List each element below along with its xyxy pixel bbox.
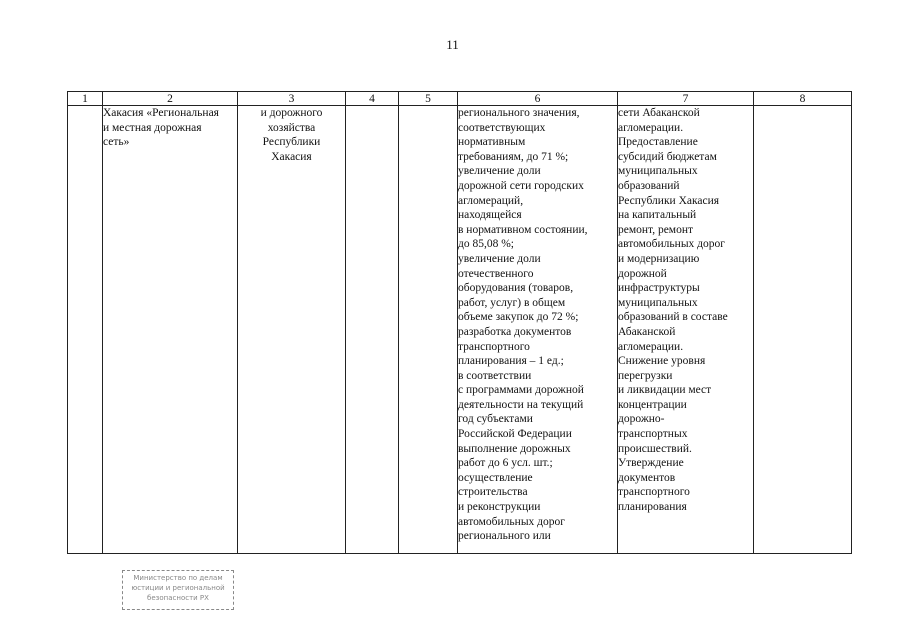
cell-line: регионального значения,	[458, 107, 580, 119]
cell-line: транспортных	[618, 428, 688, 441]
stamp-line: Министерство по делам	[133, 574, 223, 582]
cell-col-8	[754, 106, 852, 554]
header-col-5: 5	[399, 92, 458, 106]
cell-line: Республики Хакасия	[618, 194, 720, 207]
header-col-3: 3	[238, 92, 346, 106]
cell-line: соответствующих	[458, 121, 546, 134]
cell-line: агломерации.	[618, 340, 684, 353]
cell-col-4	[346, 106, 399, 554]
cell-line: в нормативном состоянии,	[458, 223, 588, 236]
cell-line: разработка документов	[458, 325, 572, 338]
cell-col-2	[103, 106, 238, 554]
cell-line: выполнение дорожных	[458, 442, 571, 455]
stamp-line: безопасности РХ	[147, 594, 209, 602]
cell-line: деятельности на текущий	[458, 398, 584, 411]
cell-line: дорожной сети городских	[458, 179, 584, 192]
cell-line: находящейся	[458, 209, 522, 222]
cell-line: Республики	[262, 136, 321, 149]
header-row	[68, 92, 852, 106]
stamp-line: юстиции и региональной	[131, 584, 225, 592]
cell-line: ремонт, ремонт	[618, 223, 694, 236]
cell-line: строительства	[458, 486, 528, 499]
cell-line: автомобильных дорог	[458, 515, 565, 528]
cell-line: нормативным	[458, 136, 526, 149]
cell-line: Абаканской	[618, 325, 676, 338]
header-col-8: 8	[754, 92, 852, 106]
cell-line: увеличение доли	[458, 165, 541, 178]
cell-line: с программами дорожной	[458, 384, 584, 397]
cell-col-1	[68, 106, 103, 554]
cell-line: образований	[618, 179, 680, 192]
cell-line: и модернизацию	[618, 252, 700, 265]
cell-line: Предоставление	[618, 136, 698, 149]
cell-line: субсидий бюджетам	[618, 150, 717, 163]
cell-line: документов	[618, 471, 676, 484]
registration-stamp	[122, 570, 234, 610]
cell-line: инфраструктуры	[618, 282, 700, 295]
cell-line: происшествий.	[618, 442, 692, 455]
cell-line: транспортного	[618, 486, 690, 499]
cell-col-6	[458, 106, 618, 554]
cell-line: Российской Федерации	[458, 428, 572, 441]
cell-col-5	[399, 106, 458, 554]
cell-line: агломерации.	[618, 121, 684, 134]
cell-line: на капитальный	[618, 209, 697, 222]
cell-line: отечественного	[458, 267, 534, 280]
cell-line: год субъектами	[458, 413, 533, 426]
cell-line: работ, услуг) в общем	[458, 296, 566, 309]
cell-line: сети Абаканской	[618, 107, 700, 119]
cell-line: Утверждение	[618, 457, 684, 470]
cell-line: дорожной	[618, 267, 667, 280]
cell-line: сеть»	[103, 136, 130, 149]
header-col-4: 4	[346, 92, 399, 106]
cell-line: транспортного	[458, 340, 530, 353]
cell-line: муниципальных	[618, 296, 698, 309]
cell-line: перегрузки	[618, 369, 673, 382]
cell-line: агломераций,	[458, 194, 524, 207]
header-col-6: 6	[458, 92, 618, 106]
cell-col-7	[618, 106, 754, 554]
cell-line: муниципальных	[618, 165, 698, 178]
cell-line: Хакасия	[271, 150, 312, 163]
cell-line: концентрации	[618, 398, 687, 411]
cell-line: планирования	[618, 501, 687, 514]
cell-line: хозяйства	[267, 121, 316, 134]
cell-col-3	[238, 106, 346, 554]
cell-line: требованиям, до 71 %;	[458, 150, 569, 163]
header-col-2: 2	[103, 92, 238, 106]
header-col-1: 1	[68, 92, 103, 106]
cell-line: и ликвидации мест	[618, 384, 712, 397]
page-number: 11	[446, 37, 459, 52]
cell-line: регионального или	[458, 530, 551, 543]
cell-line: Снижение уровня	[618, 355, 706, 368]
cell-line: дорожно-	[618, 413, 665, 426]
cell-line: и дорожного	[260, 107, 323, 119]
program-table	[67, 91, 852, 554]
cell-line: работ до 6 усл. шт.;	[458, 457, 553, 470]
cell-line: оборудования (товаров,	[458, 282, 574, 295]
cell-line: в соответствии	[458, 369, 532, 382]
cell-line: объеме закупок до 72 %;	[458, 311, 579, 324]
cell-line: увеличение доли	[458, 252, 541, 265]
cell-line: до 85,08 %;	[458, 238, 515, 251]
cell-line: и реконструкции	[458, 501, 541, 514]
cell-line: и местная дорожная	[103, 121, 202, 134]
cell-line: образований в составе	[618, 311, 728, 324]
cell-line: Хакасия «Региональная	[103, 107, 219, 119]
cell-line: осуществление	[458, 471, 533, 484]
table-row	[68, 106, 852, 554]
header-col-7: 7	[618, 92, 754, 106]
cell-line: автомобильных дорог	[618, 238, 725, 251]
cell-line: планирования – 1 ед.;	[458, 355, 564, 368]
